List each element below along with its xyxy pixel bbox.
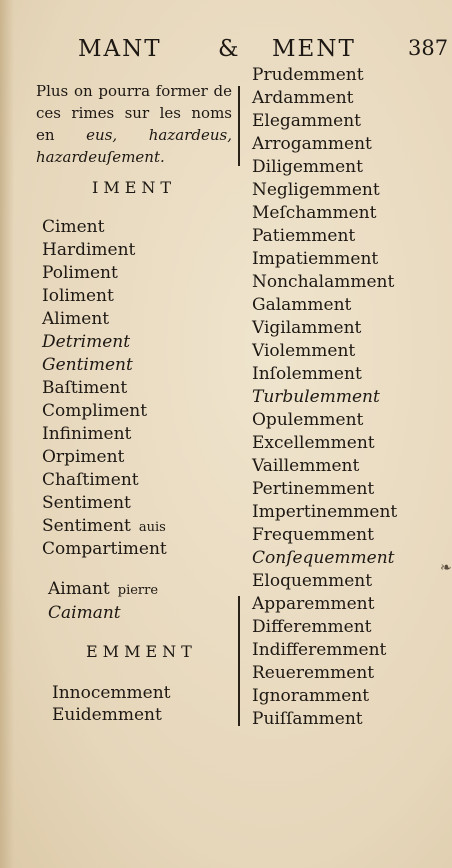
rhyme-word-text: Elegamment <box>252 111 362 131</box>
rhyme-word-text: Innocemment <box>52 683 171 703</box>
rhyme-word-text: Ioliment <box>42 286 114 306</box>
rhyme-word <box>42 354 133 376</box>
rhyme-word <box>42 492 131 514</box>
rhyme-word <box>42 377 127 399</box>
rhyme-word <box>252 133 372 155</box>
rhyme-word-text: Vaillemment <box>252 456 360 476</box>
rhyme-word-text: Infiniment <box>42 424 132 444</box>
rhyme-word <box>252 156 363 178</box>
rhyme-word <box>252 455 359 477</box>
rhyme-word <box>252 340 355 362</box>
rhyme-word <box>252 110 361 132</box>
header-left: MANT <box>78 36 162 62</box>
rhyme-word-text: Compliment <box>42 401 148 421</box>
rhyme-word <box>42 423 131 445</box>
rhyme-word <box>252 478 374 500</box>
rhyme-word-text: Apparemment <box>252 594 375 614</box>
rhyme-word-text: Differemment <box>252 617 372 637</box>
rhyme-word-text: Indifferemment <box>252 640 387 660</box>
margin-mark-icon: ❧ <box>440 560 452 576</box>
rhyme-word-text: Diligemment <box>252 157 363 177</box>
rhyme-word <box>42 308 109 330</box>
rhyme-word-text: Pertinemment <box>252 479 375 499</box>
rhyme-word <box>252 87 354 109</box>
rhyme-word <box>48 602 121 624</box>
rhyme-word-note: pierre <box>117 583 159 598</box>
rhyme-word-text: Orpiment <box>42 447 125 467</box>
bleed-through-text <box>120 260 125 280</box>
column-rule-top <box>238 86 240 166</box>
rhyme-word-text: Frequemment <box>252 525 374 545</box>
rhyme-word-text: Aliment <box>42 309 110 329</box>
rhyme-word <box>252 202 376 224</box>
rhyme-word-text: Euidemment <box>52 705 162 725</box>
rhyme-word <box>42 262 118 284</box>
rhyme-word <box>252 386 380 408</box>
rhyme-word <box>42 331 130 353</box>
rhyme-word-text: Vigilamment <box>252 318 362 338</box>
rhyme-word <box>52 704 162 726</box>
rhyme-word <box>252 294 351 316</box>
rhyme-word <box>48 578 158 602</box>
rhyme-word <box>52 682 171 704</box>
rhyme-word <box>252 570 372 592</box>
rhyme-word-text: Turbulemment <box>252 387 380 407</box>
rhyme-word <box>42 285 114 307</box>
rhyme-word-text: Prudemment <box>252 65 364 85</box>
rhyme-word <box>252 524 374 546</box>
rhyme-word <box>252 271 394 293</box>
rhyme-word <box>252 409 363 431</box>
rhyme-word <box>252 363 362 385</box>
rhyme-word <box>252 662 374 684</box>
rhyme-word-text: Arrogamment <box>252 134 372 154</box>
rhyme-word-text: Conſequemment <box>252 548 395 568</box>
rhyme-word-text: Excellemment <box>252 433 375 453</box>
rhyme-word-text: Impatiemment <box>252 249 379 269</box>
rhyme-word <box>252 708 363 730</box>
rhyme-word-text: Patiemment <box>252 226 356 246</box>
rhyme-word-text: Galamment <box>252 295 352 315</box>
rhyme-word-text: Ignoramment <box>252 686 370 706</box>
rhyme-word <box>42 216 104 238</box>
rhyme-word-text: Meſchamment <box>252 203 377 223</box>
rhyme-word <box>252 179 380 201</box>
rhyme-word-text: Violemment <box>252 341 356 361</box>
section-heading-iment: IMENT <box>92 178 177 197</box>
rhyme-word <box>252 616 371 638</box>
rhyme-word-text: Caimant <box>48 603 121 623</box>
rhyme-word <box>42 515 166 539</box>
rhyme-word-text: Gentiment <box>42 355 133 375</box>
rhyme-word-text: Impertinemment <box>252 502 398 522</box>
rhyme-word <box>252 317 361 339</box>
rhyme-word-text: Ardamment <box>252 88 354 108</box>
rhyme-word-text: Baſtiment <box>42 378 128 398</box>
column-rule-bottom <box>238 596 240 726</box>
rhyme-word-text: Puiſſamment <box>252 709 363 729</box>
rhyme-word <box>252 685 369 707</box>
running-header <box>0 36 450 70</box>
rhyme-word-note: auis <box>138 520 166 535</box>
intro-italic-words: eus, hazardeus, hazardeuſement. <box>36 126 232 166</box>
rhyme-word <box>42 469 139 491</box>
rhyme-word <box>42 400 147 422</box>
rhyme-word <box>252 593 374 615</box>
page-number: 387 <box>408 36 449 60</box>
rhyme-word-text: Reueremment <box>252 663 375 683</box>
rhyme-word <box>42 239 135 261</box>
rhyme-word-text: Ciment <box>42 217 105 237</box>
rhyme-word <box>252 248 378 270</box>
rhyme-word <box>252 432 375 454</box>
rhyme-word-text: Sentiment <box>42 516 131 536</box>
rhyme-word <box>42 538 167 560</box>
rhyme-word <box>252 64 364 86</box>
header-right: MENT <box>272 36 356 62</box>
rhyme-word-text: Compartiment <box>42 539 167 559</box>
rhyme-word-text: Poliment <box>42 263 118 283</box>
rhyme-word-text: Aimant <box>48 579 110 599</box>
rhyme-word <box>42 446 124 468</box>
rhyme-word <box>252 547 395 569</box>
rhyme-word-text: Inſolemment <box>252 364 362 384</box>
section-heading-emment: EMMENT <box>86 642 197 661</box>
rhyme-word-text: Detriment <box>42 332 131 352</box>
rhyme-word-text: Negligemment <box>252 180 380 200</box>
intro-text: Plus on pourra former de ces rimes sur les noms en <box>36 82 232 144</box>
rhyme-word <box>252 225 355 247</box>
rhyme-word <box>252 501 397 523</box>
rhyme-word-text: Opulemment <box>252 410 364 430</box>
rhyme-word-text: Chaſtiment <box>42 470 139 490</box>
rhyme-word-text: Nonchalamment <box>252 272 395 292</box>
intro-paragraph <box>36 80 232 168</box>
rhyme-word-text: Eloquemment <box>252 571 373 591</box>
rhyme-word-text: Sentiment <box>42 493 131 513</box>
page-edge-shadow <box>0 0 14 868</box>
header-ampersand: & <box>218 36 241 62</box>
rhyme-word <box>252 639 386 661</box>
rhyme-word-text: Hardiment <box>42 240 136 260</box>
